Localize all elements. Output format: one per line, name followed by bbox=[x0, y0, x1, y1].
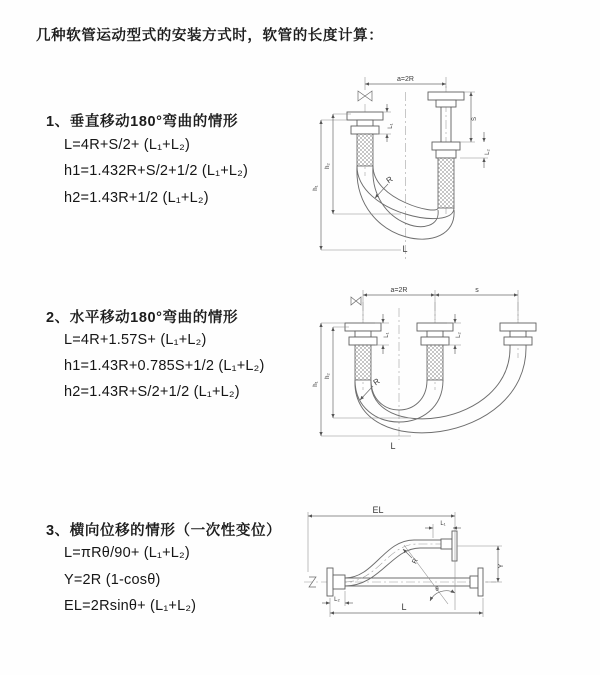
section-1-formula-h2: h2=1.43R+1/2 (L₁+L₂) bbox=[64, 190, 209, 206]
hose-curved bbox=[345, 540, 441, 586]
dim-label-h2: h₂ bbox=[325, 373, 331, 379]
section-3-formula-L: L=πRθ/90+ (L₁+L₂) bbox=[64, 545, 190, 561]
section-3-formula-Y: Y=2R (1-cosθ) bbox=[64, 572, 161, 588]
valve-icon bbox=[351, 297, 361, 305]
section-1-formula-h1: h1=1.432R+S/2+1/2 (L₁+L₂) bbox=[64, 163, 249, 179]
diagram-lateral-displacement bbox=[300, 498, 525, 663]
dim-a2r bbox=[363, 287, 518, 320]
dim-label-a2r: a=2R bbox=[390, 287, 408, 294]
radius-leader bbox=[403, 549, 420, 565]
dim-label-r: R bbox=[411, 557, 420, 566]
section-2-formula-L: L=4R+1.57S+ (L₁+L₂) bbox=[64, 332, 207, 348]
dim-l bbox=[330, 598, 483, 617]
diagram-vertical-180-bend bbox=[303, 64, 515, 264]
dim-l2 bbox=[460, 132, 491, 168]
dim-label-r: R bbox=[384, 174, 395, 186]
dim-label-r: R bbox=[371, 376, 382, 388]
dim-theta bbox=[430, 587, 455, 601]
dim-a2r bbox=[365, 76, 446, 90]
left-pipe-fitting bbox=[345, 323, 381, 380]
dim-l1 bbox=[377, 104, 394, 142]
dim-label-l-total: L bbox=[390, 441, 396, 451]
page-title: 几种软管运动型式的安装方式时，软管的长度计算： bbox=[36, 28, 384, 44]
dim-label-y: Y bbox=[498, 563, 505, 569]
section-3-formula-EL: EL=2Rsinθ+ (L₁+L₂) bbox=[64, 598, 197, 614]
section-3-heading: 3、横向位移的情形（一次性变位） bbox=[46, 523, 282, 539]
radius-leader bbox=[375, 174, 395, 198]
top-right-flange bbox=[441, 531, 457, 561]
dim-label-l2: L₂ bbox=[485, 149, 491, 155]
dim-label-l1: L₁ bbox=[384, 332, 390, 338]
diagram-horizontal-180-bend bbox=[303, 278, 545, 460]
valve-icon bbox=[358, 91, 372, 101]
dim-label-l2: L₂ bbox=[334, 597, 340, 603]
left-flange bbox=[327, 568, 345, 596]
radius-line bbox=[404, 545, 448, 604]
dim-label-h1: h₁ bbox=[313, 381, 319, 387]
dim-label-s: s bbox=[475, 287, 479, 294]
dim-l2 bbox=[447, 314, 462, 354]
bottom-right-flange bbox=[470, 568, 483, 596]
dim-label-a2r: a=2R bbox=[397, 76, 414, 83]
right-pipe-fitting bbox=[500, 323, 536, 345]
dim-label-l1: L₁ bbox=[440, 521, 446, 527]
left-pipe-fitting bbox=[347, 112, 383, 166]
dim-label-l1: L₁ bbox=[388, 123, 394, 129]
section-2-formula-h2: h2=1.43R+S/2+1/2 (L₁+L₂) bbox=[64, 384, 240, 400]
section-2-formula-h1: h1=1.43R+0.785S+1/2 (L₁+L₂) bbox=[64, 358, 265, 374]
dim-label-theta: θ bbox=[435, 587, 439, 593]
dim-label-h1: h₁ bbox=[313, 185, 319, 191]
dim-label-h2: h₂ bbox=[325, 163, 331, 169]
dim-label-l-total: L bbox=[401, 602, 407, 612]
dim-l1 bbox=[375, 314, 390, 354]
dim-label-l2: L₂ bbox=[456, 332, 462, 338]
dim-s bbox=[435, 287, 518, 295]
section-2-heading: 2、水平移动180°弯曲的情形 bbox=[46, 310, 239, 326]
middle-pipe-fitting bbox=[417, 323, 453, 380]
dim-label-l-total: L bbox=[402, 244, 408, 254]
section-1-formula-L: L=4R+S/2+ (L₁+L₂) bbox=[64, 137, 190, 153]
section-1-heading: 1、垂直移动180°弯曲的情形 bbox=[46, 114, 239, 130]
dim-label-s: S bbox=[472, 116, 478, 122]
dim-label-el: EL bbox=[372, 505, 384, 515]
